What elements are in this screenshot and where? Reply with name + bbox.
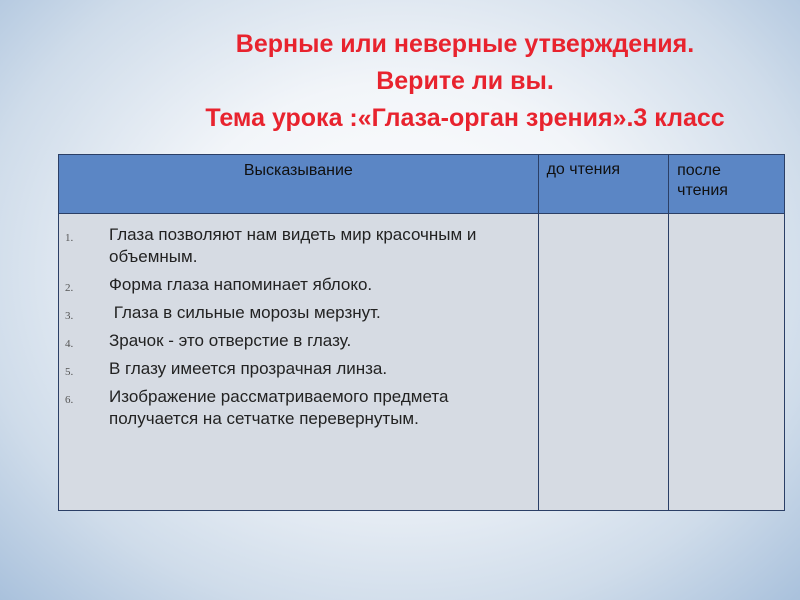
item-number: 2. <box>65 282 74 294</box>
item-text: Зрачок - это отверстие в глазу. <box>109 331 352 350</box>
header-statement: Высказывание <box>59 155 539 214</box>
header-after-reading: после чтения <box>669 155 785 214</box>
list-item <box>59 274 526 296</box>
title-line-2: Верите ли вы. <box>376 67 554 95</box>
item-number: 6. <box>65 394 74 406</box>
statements-list <box>59 214 538 430</box>
list-item <box>59 358 526 380</box>
item-text: В глазу имеется прозрачная линза. <box>109 359 388 378</box>
before-reading-cell[interactable] <box>538 214 669 511</box>
title-line-3: Тема урока :«Глаза-орган зрения».3 класс <box>205 104 725 132</box>
item-number: 1. <box>65 232 74 244</box>
item-number: 5. <box>65 366 74 378</box>
slide-title <box>100 26 800 137</box>
item-text: Глаза позволяют нам видеть мир красочным и объемным. <box>109 225 477 266</box>
statements-cell <box>59 214 539 511</box>
table-header-row <box>59 155 785 214</box>
item-number: 3. <box>65 310 74 322</box>
title-line-1: Верные или неверные утверждения. <box>235 30 695 58</box>
statements-table <box>58 154 785 511</box>
table-body-row <box>59 214 785 511</box>
list-item <box>59 224 526 268</box>
item-number: 4. <box>65 338 74 350</box>
after-reading-cell[interactable] <box>669 214 785 511</box>
item-text: Глаза в сильные морозы мерзнут. <box>109 303 381 322</box>
item-text: Изображение рассматриваемого предмета получается на сетчатке перевернутым. <box>109 387 449 428</box>
list-item <box>59 386 526 430</box>
list-item <box>59 330 526 352</box>
list-item <box>59 302 526 324</box>
header-before-reading: до чтения <box>538 155 669 214</box>
item-text: Форма глаза напоминает яблоко. <box>109 275 373 294</box>
